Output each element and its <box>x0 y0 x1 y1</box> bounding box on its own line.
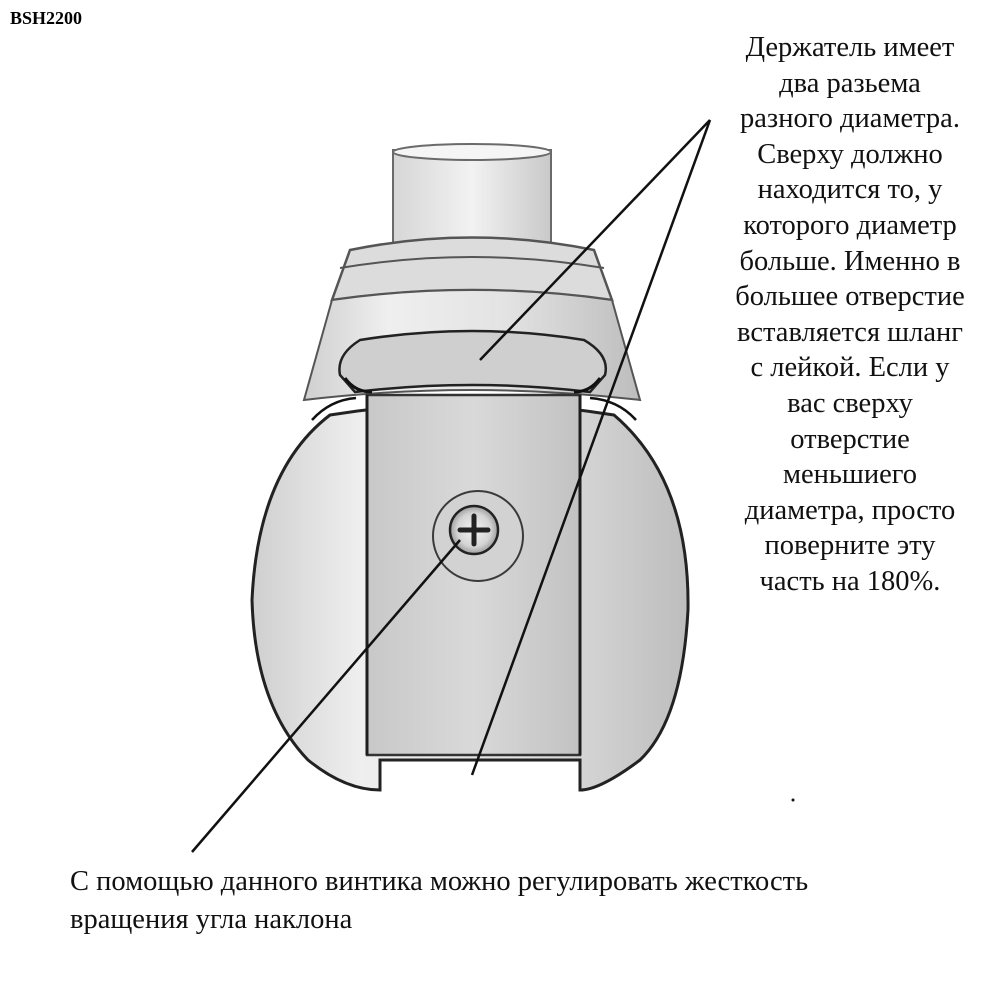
holder-note-line: меньшиего <box>782 459 917 491</box>
holder-top-plate <box>339 331 605 392</box>
model-label: BSH2200 <box>10 8 83 28</box>
screw-note-line: С помощью данного винтика можно регулировать жесткость <box>70 866 809 897</box>
holder-note-line: находится то, у <box>757 174 943 206</box>
phillips-screw-icon <box>433 491 523 581</box>
screw-adjustment-note <box>70 863 990 939</box>
holder-note-line: с лейкой. Если у <box>750 352 950 384</box>
holder-note-line: большее отверстие <box>735 281 965 313</box>
holder-note-line: вставляется шланг <box>737 316 963 348</box>
top-tube <box>393 144 551 250</box>
screw-note-line: вращения угла наклона <box>70 904 353 935</box>
holder-note-line: часть на 180%. <box>759 565 941 597</box>
stray-dot <box>792 799 795 802</box>
holder-note-line: разного диаметра. <box>740 103 960 135</box>
holder-note-line: два разьема <box>779 67 921 99</box>
holder-note-line: которого диаметр <box>743 209 957 241</box>
holder-note-line: больше. Именно в <box>739 245 961 277</box>
holder-note-line: отверстие <box>790 423 910 455</box>
holder-note-line: вас сверху <box>787 387 913 419</box>
holder-orientation-note <box>700 30 1000 600</box>
holder-note-line: Сверху должно <box>757 138 943 170</box>
holder-note-line: Держатель имеет <box>745 32 955 63</box>
holder-note-line: диаметра, просто <box>744 494 956 526</box>
holder-note-line: поверните эту <box>764 530 936 562</box>
